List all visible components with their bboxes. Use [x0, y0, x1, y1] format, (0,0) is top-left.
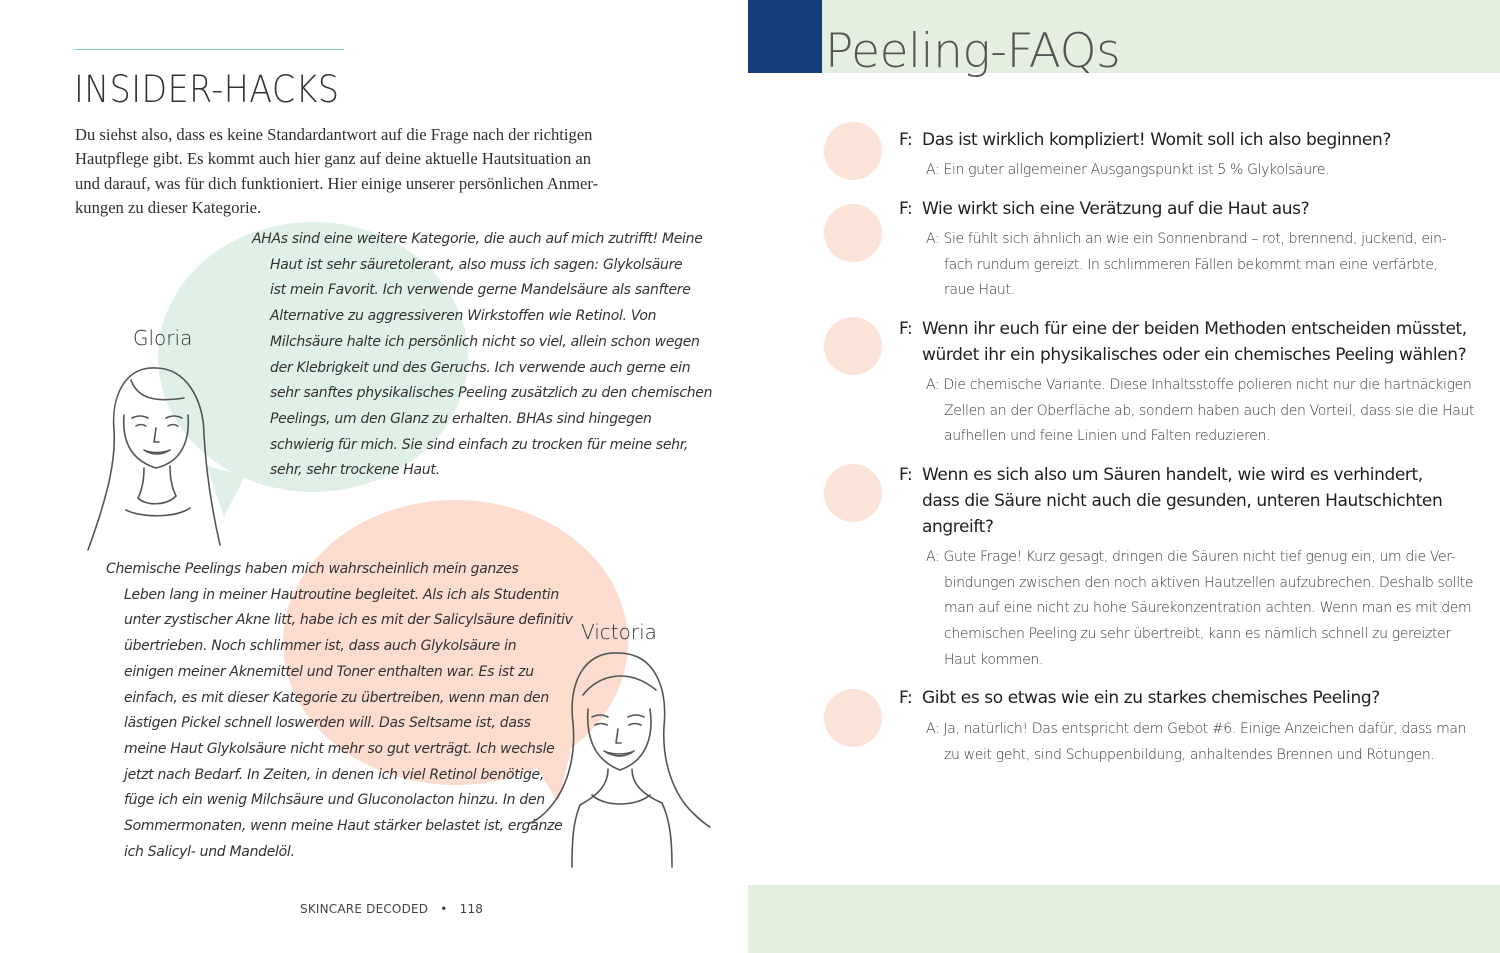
answer-line: A: Ja, natürlich! Das entspricht dem Gebot #6. Einige Anzeichen dafür, dass man [926, 721, 1467, 737]
quote-line: Peelings, um den Glanz zu erhalten. BHAs sind hingegen [270, 410, 652, 427]
faq-bullet-dot [824, 204, 882, 262]
question-prefix: F: [899, 130, 913, 150]
footer-separator: • [440, 902, 448, 916]
faq-answer [926, 545, 1473, 674]
faq-answer [926, 227, 1446, 304]
quote-line: AHAs sind eine weitere Kategorie, die auch auf mich zutrifft! Meine [252, 231, 703, 247]
quote-line: lästigen Pickel schnell loswerden will. Das Seltsame ist, dass [124, 715, 531, 732]
question-line: dass die Säure nicht auch die gesunden, unteren Hautschichten [922, 491, 1443, 511]
answer-line: Haut kommen. [944, 651, 1044, 668]
faq-question [899, 685, 1380, 711]
quote-line: jetzt nach Bedarf. In Zeiten, in denen ich viel Retinol benötige, [124, 766, 545, 783]
quote-line: einfach, es mit dieser Kategorie zu übertreiben, wenn man den [124, 689, 549, 706]
faq-question [899, 316, 1467, 368]
intro-line: kungen zu dieser Kategorie. [75, 197, 262, 217]
answer-line: A: Sie fühlt sich ähnlich an wie ein Sonnenbrand – rot, brennend, juckend, ein- [926, 231, 1447, 247]
quote-line: einigen meiner Aknemittel und Toner enthalten war. Es ist zu [124, 663, 534, 680]
quote-line: meine Haut Glykolsäure nicht mehr so gut verträgt. Ich wechsle [124, 740, 555, 757]
faq-question [899, 127, 1391, 153]
quote-line: Leben lang in meiner Hautroutine begleitet. Als ich als Studentin [124, 586, 559, 603]
victoria-quote [106, 557, 573, 865]
bottom-band [748, 885, 1500, 953]
question-line: Wenn ihr euch für eine der beiden Methoden entscheiden müsstet, [922, 319, 1467, 339]
gloria-portrait-icon [86, 360, 226, 560]
quote-line: sehr sanftes physikalisches Peeling zusätzlich zu den chemischen [270, 385, 713, 402]
faq-bullet-dot [824, 317, 882, 375]
quote-line: ich Salicyl- und Mandelöl. [124, 843, 295, 860]
faq-question [899, 462, 1442, 540]
victoria-name: Victoria [581, 620, 657, 644]
answer-line: zu weit geht, sind Schuppenbildung, anhaltendes Brennen und Rötungen. [944, 746, 1435, 763]
answer-line: fach rundum gereizt. In schlimmeren Fällen bekommt man eine verfärbte, [944, 256, 1438, 273]
question-line: Gibt es so etwas wie ein zu starkes chemisches Peeling? [922, 688, 1380, 708]
answer-line: A: Die chemische Variante. Diese Inhaltsstoffe polieren nicht nur die hartnäckigen [926, 377, 1472, 393]
book-title: SKINCARE DECODED [300, 902, 429, 916]
quote-line: der Klebrigkeit und des Geruchs. Ich verwende auch gerne ein [270, 359, 691, 376]
question-prefix: F: [899, 199, 913, 219]
quote-line: sehr, sehr trockene Haut. [270, 462, 440, 479]
quote-line: Milchsäure halte ich persönlich nicht so viel, allein schon wegen [270, 333, 700, 350]
quote-line: schwierig für mich. Sie sind einfach zu trocken für meine sehr, [270, 436, 689, 453]
answer-line: chemischen Peeling zu sehr übertreibt, kann es nämlich schnell zu gereizter [944, 626, 1451, 643]
quote-line: unter zystischer Akne litt, habe ich es mit der Salicylsäure definitiv [124, 612, 573, 629]
top-rule [74, 49, 344, 50]
faq-answer [926, 717, 1466, 768]
intro-line: und darauf, was für dich funktioniert. Hier einige unserer persönlichen Anmer- [75, 173, 599, 193]
quote-line: Chemische Peelings haben mich wahrscheinlich mein ganzes [106, 561, 519, 577]
faq-bullet-dot [824, 464, 882, 522]
question-prefix: F: [899, 319, 913, 339]
quote-line: ist mein Favorit. Ich verwende gerne Mandelsäure als sanftere [270, 282, 691, 299]
answer-line: man auf eine nicht zu hohe Säurekonzentration achten. Wenn man es mit dem [944, 600, 1472, 617]
intro-paragraph [75, 123, 650, 220]
intro-line: Du siehst also, dass es keine Standardantwort auf die Frage nach der richtigen [75, 125, 593, 144]
faq-title: Peeling-FAQs [825, 24, 1121, 79]
title-accent-block [748, 0, 822, 73]
quote-line: Sommermonaten, wenn meine Haut stärker belastet ist, ergänze [124, 818, 563, 835]
question-line: angreift? [922, 517, 994, 537]
faq-bullet-dot [824, 122, 882, 180]
faq-answer [926, 373, 1474, 450]
faq-answer [926, 158, 1329, 184]
quote-line: übertrieben. Noch schlimmer ist, dass auch Glykolsäure in [124, 638, 517, 655]
page-footer [300, 902, 483, 916]
quote-line: Alternative zu aggressiveren Wirkstoffen wie Retinol. Von [270, 308, 657, 325]
answer-line: A: Gute Frage! Kurz gesagt, dringen die Säuren nicht tief genug ein, um die Ver- [926, 549, 1456, 565]
question-line: würdet ihr ein physikalisches oder ein chemisches Peeling wählen? [922, 345, 1467, 365]
answer-line: raue Haut. [944, 282, 1015, 299]
left-page [0, 0, 748, 953]
right-page [748, 0, 1500, 953]
answer-line: bindungen zwischen den noch aktiven Hautzellen aufzubrechen. Deshalb sollte [944, 574, 1474, 591]
answer-line: aufhellen und feine Linien und Falten reduzieren. [944, 428, 1271, 445]
page-number: 118 [459, 902, 484, 916]
quote-line: Haut ist sehr säuretolerant, also muss ich sagen: Glykolsäure [270, 256, 683, 273]
question-line: Wie wirkt sich eine Verätzung auf die Haut aus? [922, 199, 1310, 219]
gloria-quote [252, 227, 712, 484]
question-prefix: F: [899, 688, 913, 708]
intro-line: Hautpflege gibt. Es kommt auch hier ganz auf deine aktuelle Hautsituation an [75, 149, 592, 169]
section-heading: INSIDER-HACKS [74, 68, 340, 111]
faq-question [899, 196, 1309, 222]
quote-line: füge ich ein wenig Milchsäure und Gluconolacton hinzu. In den [124, 792, 545, 809]
question-line: Das ist wirklich kompliziert! Womit soll ich also beginnen? [922, 130, 1391, 150]
faq-bullet-dot [824, 689, 882, 747]
question-prefix: F: [899, 465, 913, 485]
answer-line: A: Ein guter allgemeiner Ausgangspunkt ist 5 % Glykolsäure. [926, 162, 1330, 178]
question-line: Wenn es sich also um Säuren handelt, wie wird es verhindert, [922, 465, 1423, 485]
gloria-name: Gloria [133, 326, 193, 350]
answer-line: Zellen an der Oberfläche ab, sondern haben auch den Vorteil, dass sie die Haut [944, 402, 1475, 419]
